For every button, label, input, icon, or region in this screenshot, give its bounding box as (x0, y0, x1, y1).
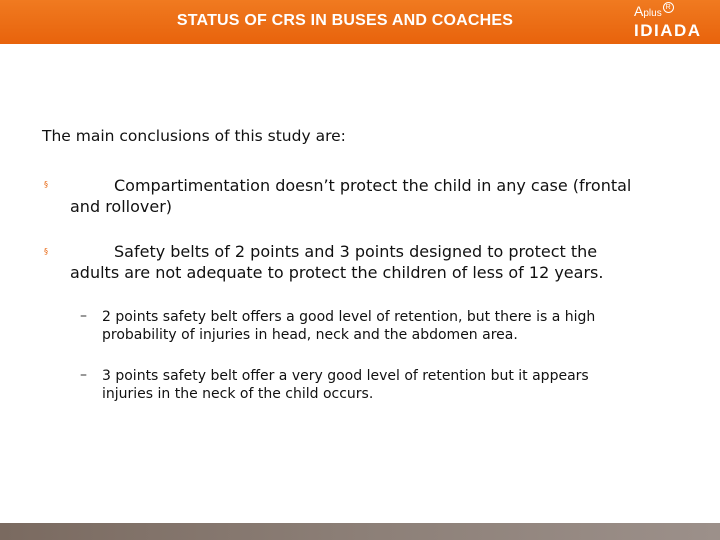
subbullet-3-points: 3 points safety belt offer a very good level of retention but it appears injuries in the neck of the child occurs. (102, 368, 589, 402)
applus-idiada-logo (634, 2, 718, 42)
slide-title: STATUS OF CRS IN BUSES AND COACHES (176, 12, 514, 29)
footer-bar (0, 523, 720, 540)
registered-mark-icon: R (663, 2, 674, 13)
logo-applus: AplusR (634, 2, 674, 23)
bullet-marker-icon: § (44, 247, 48, 256)
subbullet-2-points: 2 points safety belt offers a good level of retention, but there is a high probability of injuries in head, neck and the abdomen area. (102, 309, 596, 343)
intro-text: The main conclusions of this study are: (42, 127, 346, 145)
bullet-item-compartimentation: Compartimentation doesn’t protect the child in any case (frontal and rollover) (70, 176, 632, 216)
header-bar (0, 0, 720, 44)
logo-idiada: IDIADA (634, 21, 702, 40)
dash-marker-icon: – (80, 308, 87, 324)
bullet-item-safety-belts: Safety belts of 2 points and 3 points designed to protect the adults are not adequate to protect the children of less of 12 years. (70, 242, 604, 282)
bullet-marker-icon: § (44, 180, 48, 189)
dash-marker-icon: – (80, 367, 87, 383)
